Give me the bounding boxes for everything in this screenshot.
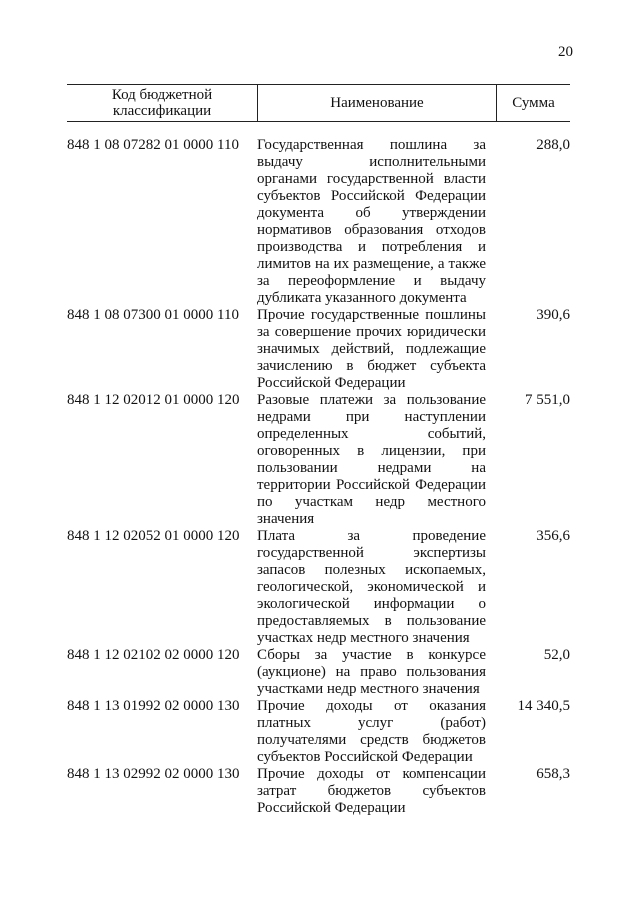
- item-name: Разовые платежи за пользование недрами при наступлении определенных событий, оговоренных в лицензии, при пользовании недрами на территории Российской Федерации по участкам недр местного значения: [257, 392, 486, 527]
- table-body: [67, 137, 570, 817]
- item-name: Плата за проведение государственной экспертизы запасов полезных ископаемых, геологической, экономической и экологической информации о предоставляемых в пользование участках недр местного значения: [257, 528, 486, 646]
- item-name: Государственная пошлина за выдачу исполнительными органами государственной власти субъектов Российской Федерации документа об утверждении нормативов образования отходов производства и потребления и лимитов на их размещение, а также за переоформление и выдачу дубликата указанного документа: [257, 137, 486, 306]
- header-code: Код бюджетной классификации: [67, 85, 258, 121]
- table-row: [67, 528, 570, 647]
- item-sum: 7 551,0: [525, 392, 570, 408]
- table-row: [67, 392, 570, 528]
- page-number: 20: [558, 44, 573, 60]
- item-name: Прочие доходы от компенсации затрат бюджетов субъектов Российской Федерации: [257, 766, 486, 816]
- item-name: Прочие государственные пошлины за совершение прочих юридически значимых действий, подлежащие зачислению в бюджет субъекта Российской Федерации: [257, 307, 486, 391]
- budget-code: 848 1 13 02992 02 0000 130: [67, 766, 240, 782]
- table-row: [67, 647, 570, 698]
- header-name: Наименование: [258, 85, 497, 121]
- budget-code: 848 1 13 01992 02 0000 130: [67, 698, 240, 714]
- item-sum: 658,3: [536, 766, 570, 782]
- budget-code: 848 1 08 07300 01 0000 110: [67, 307, 239, 323]
- budget-code: 848 1 12 02012 01 0000 120: [67, 392, 240, 408]
- item-sum: 356,6: [536, 528, 570, 544]
- budget-code: 848 1 12 02102 02 0000 120: [67, 647, 240, 663]
- table-row: [67, 137, 570, 307]
- budget-code: 848 1 08 07282 01 0000 110: [67, 137, 239, 153]
- item-sum: 52,0: [543, 647, 570, 663]
- header-sum: Сумма: [512, 95, 555, 111]
- table-row: [67, 766, 570, 817]
- item-sum: 288,0: [536, 137, 570, 153]
- item-sum: 390,6: [536, 307, 570, 323]
- item-name: Сборы за участие в конкурсе (аукционе) на право пользования участками недр местного значения: [257, 647, 486, 697]
- budget-code: 848 1 12 02052 01 0000 120: [67, 528, 240, 544]
- table-row: [67, 698, 570, 766]
- table-row: [67, 307, 570, 392]
- item-sum: 14 340,5: [517, 698, 570, 714]
- item-name: Прочие доходы от оказания платных услуг (работ) получателями средств бюджетов субъектов Российской Федерации: [257, 698, 486, 765]
- table-header: [67, 84, 570, 122]
